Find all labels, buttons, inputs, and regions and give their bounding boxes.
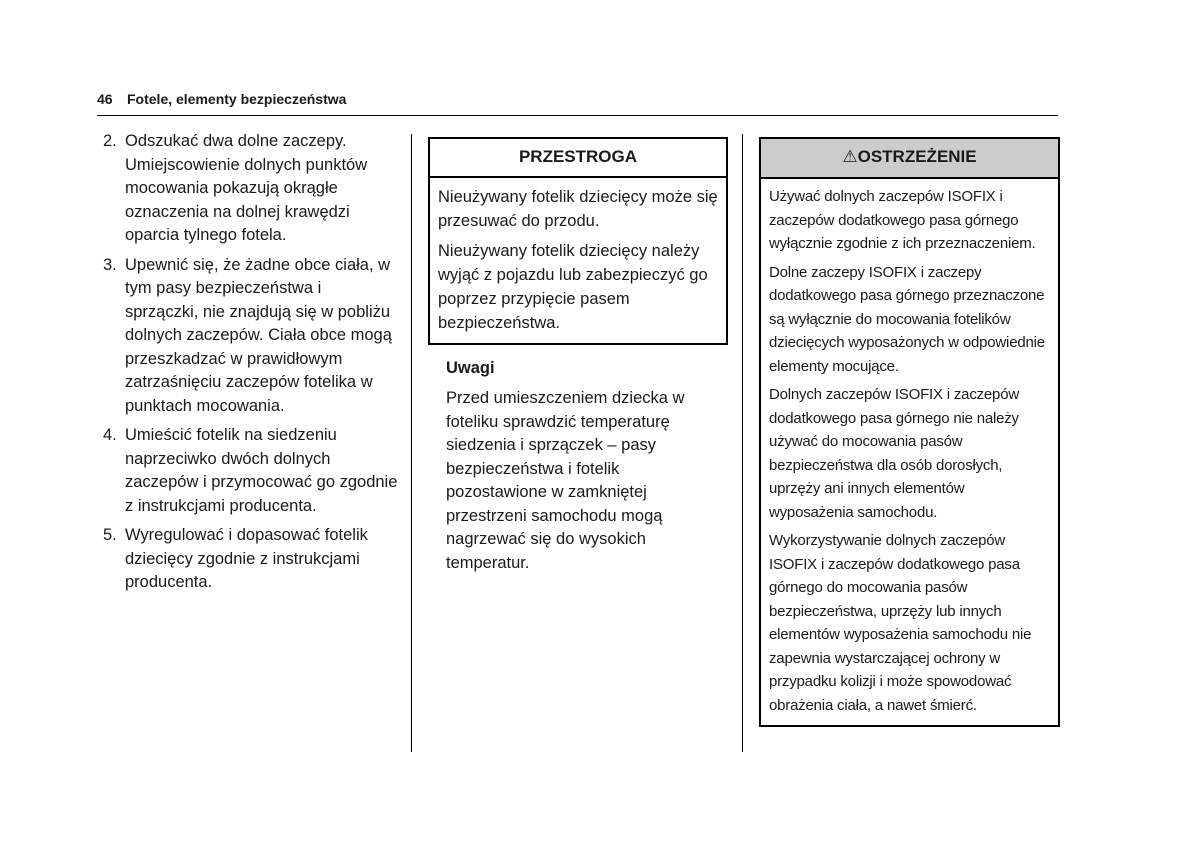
- warning-paragraph: Dolne zaczepy ISOFIX i zaczepy dodatkowego pasa górnego przeznaczone są wyłącznie do mocowania fotelików dziecięcych wyposażonych w odpowiednie elementy mocujące.: [769, 263, 1045, 375]
- warning-paragraph: Używać dolnych zaczepów ISOFIX i zaczepów dodatkowego pasa górnego wyłącznie zgodnie z ich przeznaczeniem.: [769, 188, 1036, 252]
- step-text: Odszukać dwa dolne zaczepy. Umiejscowienie dolnych punktów mocowania pokazują okrągłe oznaczenia na dolnej krawędzi oparcia tylnego fotela.: [125, 132, 368, 244]
- step-number: 3.: [103, 255, 117, 274]
- notes-title: Uwagi: [446, 359, 495, 377]
- step-number: 5.: [103, 526, 117, 544]
- caution-paragraph: Nieużywany fotelik dziecięcy należy wyjąć z pojazdu lub zabezpieczyć go poprzez przypięcie pasem bezpieczeństwa.: [438, 242, 708, 332]
- step-text: Wyregulować i dopasować fotelik dziecięcy zgodnie z instrukcjami producenta.: [125, 526, 368, 591]
- section-title: Fotele, elementy bezpieczeństwa: [127, 91, 347, 107]
- warning-title-bar: [761, 139, 1058, 179]
- column-divider: [742, 134, 743, 752]
- step-item: [103, 130, 398, 248]
- step-number: 2.: [103, 132, 117, 150]
- step-number: 4.: [103, 426, 117, 444]
- step-item: [103, 524, 398, 595]
- warning-triangle-icon: ⚠: [842, 147, 858, 166]
- warning-box: [759, 137, 1060, 727]
- column-divider: [411, 134, 412, 752]
- caution-paragraph: Nieużywany fotelik dziecięcy może się przesuwać do przodu.: [438, 188, 718, 230]
- step-text: Upewnić się, że żadne obce ciała, w tym pasy bezpieczeństwa i sprzączki, nie znajdują się w pobliżu dolnych zaczepów. Ciała obce mogą przeszkadzać w prawidłowym zatrzaśnięciu zaczepów fotelika w punktach mocowania.: [125, 255, 392, 415]
- caution-box: [428, 137, 728, 345]
- warning-title: OSTRZEŻENIE: [857, 147, 977, 166]
- step-item: [103, 254, 398, 419]
- instruction-steps: [103, 130, 398, 601]
- caution-body: [430, 178, 726, 343]
- notes-section: [446, 356, 721, 575]
- page-header: [97, 91, 1058, 116]
- notes-text: Przed umieszczeniem dziecka w foteliku sprawdzić temperaturę siedzenia i sprzączek – pasy bezpieczeństwa i fotelik pozostawione w zamkniętej przestrzeni samochodu mogą nagrzewać się do wysokich temperatur.: [446, 389, 685, 572]
- step-item: [103, 424, 398, 518]
- warning-body: [761, 179, 1058, 725]
- warning-paragraph: Dolnych zaczepów ISOFIX i zaczepów dodatkowego pasa górnego nie należy używać do mocowania pasów bezpieczeństwa dla osób dorosłych, uprzęży ani innych elementów wyposażenia samochodu.: [769, 386, 1019, 521]
- warning-paragraph: Wykorzystywanie dolnych zaczepów ISOFIX i zaczepów dodatkowego pasa górnego do mocowania pasów bezpieczeństwa, uprzęży lub innych elementów wyposażenia samochodu nie zapewnia wystarczającej ochrony w przypadku kolizji i może spowodować obrażenia ciała, a nawet śmierć.: [769, 532, 1032, 714]
- caution-title: PRZESTROGA: [430, 139, 726, 178]
- step-text: Umieścić fotelik na siedzeniu naprzeciwko dwóch dolnych zaczepów i przymocować go zgodnie z instrukcjami producenta.: [125, 426, 398, 515]
- page-number: 46: [97, 91, 113, 107]
